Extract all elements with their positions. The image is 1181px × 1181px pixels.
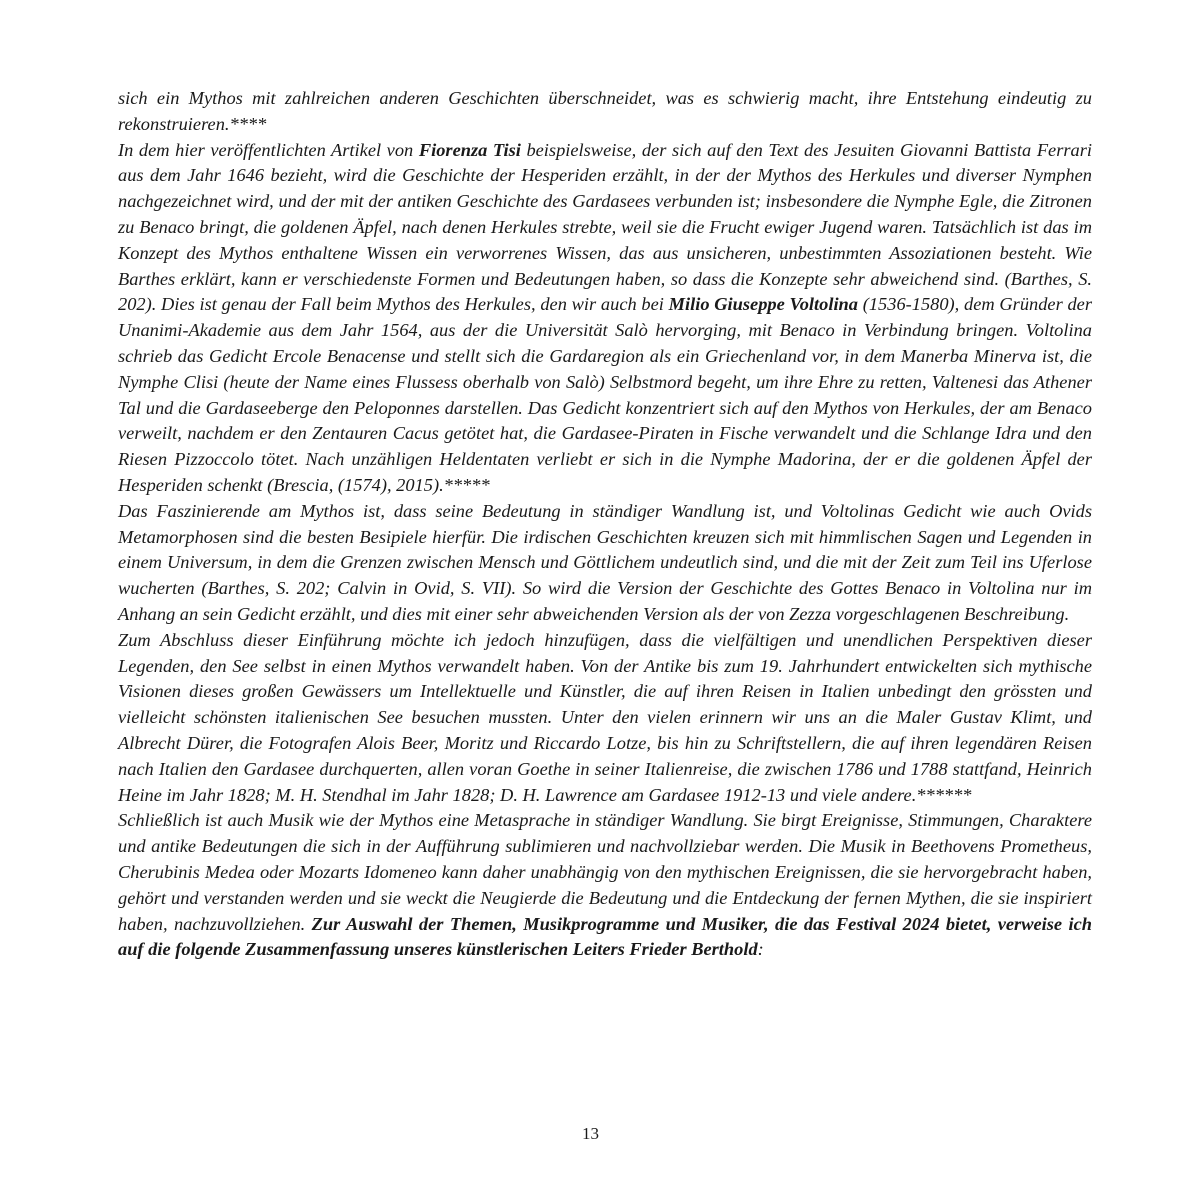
paragraph-4 xyxy=(118,628,1092,809)
author-name-tisi: Fiorenza Tisi xyxy=(418,139,521,160)
paragraph-2-text-2: beispielsweise, der sich auf den Text des Jesuiten Giovanni Battista Ferrari aus dem Jahr 1646 bezieht, wird die Geschichte der Hesperiden erzählt, in der der Mythos des Herkules und diverser Nymphen nachgezeichnet wird, und der mit der antiken Geschichte des Gardasees verbunden ist; insbesondere die Nymphe Egle, die Zitronen zu Benaco bringt, die goldenen Äpfel, nach denen Herkules strebte, weil sie die Frucht ewiger Jugend waren. Tatsächlich ist das im Konzept des Mythos enthaltene Wissen ein verworrenes Wissen, das aus unsicheren, unbestimmten Assoziationen besteht. Wie Barthes erklärt, kann er verschiedenste Formen und Bedeutungen haben, so dass die Konzepte sehr abweichend sind. (Barthes, S. 202). Dies ist genau der Fall beim Mythos des Herkules, den wir auch bei xyxy=(118,139,1092,315)
paragraph-1 xyxy=(118,86,1092,138)
body-text xyxy=(118,86,1092,963)
festival-reference: Zur Auswahl der Themen, Musikprogramme und Musiker, die das Festival 2024 bietet, verweise ich auf die folgende Zusammenfassung unseres künstlerischen Leiters Frieder Berthold xyxy=(118,913,1092,960)
paragraph-5 xyxy=(118,808,1092,963)
author-name-voltolina: Milio Giuseppe Voltolina xyxy=(668,294,858,315)
paragraph-2-text-1: In dem hier veröffentlichten Artikel von xyxy=(118,139,419,160)
page-number: 13 xyxy=(582,1124,599,1143)
paragraph-1-text: sich ein Mythos mit zahlreichen anderen Geschichten überschneidet, was es schwierig macht, ihre Entstehung eindeutig zu rekonstruieren.**** xyxy=(118,88,1092,134)
paragraph-3 xyxy=(118,499,1092,628)
paragraph-4-text: Zum Abschluss dieser Einführung möchte ich jedoch hinzufügen, dass die vielfältigen und unendlichen Perspektiven dieser Legenden, den See selbst in einen Mythos verwandelt haben. Von der Antike bis zum 19. Jahrhundert entwickelten sich mythische Visionen dieses großen Gewässers um Intellektuelle und Künstler, die auf ihren Reisen in Italien unbedingt den grössten und vielleicht schönsten italienischen See besuchen mussten. Unter den vielen erinnern wir uns an die Maler Gustav Klimt, und Albrecht Dürer, die Fotografen Alois Beer, Moritz und Riccardo Lotze, bis hin zu Schriftstellern, die auf ihren legendären Reisen nach Italien den Gardasee durchquerten, allen voran Goethe in seiner Italienreise, die zwischen 1786 und 1788 stattfand, Heinrich Heine im Jahr 1828; M. H. Stendhal im Jahr 1828; D. H. Lawrence am Gardasee 1912-13 und viele andere.****** xyxy=(118,629,1092,805)
paragraph-3-text: Das Faszinierende am Mythos ist, dass seine Bedeutung in ständiger Wandlung ist, und Voltolinas Gedicht wie auch Ovids Metamorphosen sind die besten Besipiele hierfür. Die irdischen Geschichten kreuzen sich mit himmlischen Sagen und Legenden in einem Universum, in dem die Grenzen zwischen Mensch und Göttlichem undeutlich sind, und die mit der Zeit zum Teil ins Uferlose wucherten (Barthes, S. 202; Calvin in Ovid, S. VII). So wird die Version der Geschichte des Gottes Benaco in Voltolina nur im Anhang an sein Gedicht erzählt, und dies mit einer sehr abweichenden Version als der von Zezza vorgeschlagenen Beschreibung. xyxy=(118,500,1092,624)
paragraph-5-text-1: Schließlich ist auch Musik wie der Mythos eine Metasprache in ständiger Wandlung. Sie birgt Ereignisse, Stimmungen, Charaktere und antike Bedeutungen die sich in der Aufführung sublimieren und nachvollziebar werden. Die Musik in Beethovens Prometheus, Cherubinis Medea oder Mozarts Idomeneo kann daher unabhängig von den mythischen Ereignissen, die sie hervorgebracht haben, gehört und verstanden werden und sie weckt die Neugierde die Bedeutung und die Entdeckung der fernen Mythen, die sie inspiriert haben, nachzuvollziehen. xyxy=(118,810,1092,934)
paragraph-2-text-3: (1536-1580), dem Gründer der Unanimi-Akademie aus dem Jahr 1564, aus der die Universität Salò hervorging, mit Benaco in Verbindung bringen. Voltolina schrieb das Gedicht Ercole Benacense und stellt sich die Gardaregion als ein Griechenland vor, in dem Manerba Minerva ist, die Nymphe Clisi (heute der Name eines Flussess oberhalb von Salò) Selbstmord begeht, um ihre Ehre zu retten, Valtenesi das Athener Tal und die Gardaseeberge den Peloponnes darstellen. Das Gedicht konzentriert sich auf den Mythos von Herkules, der am Benaco verweilt, nachdem er den Zentauren Cacus getötet hat, die Gardasee-Piraten in Fische verwandelt und die Schlange Idra und den Riesen Pizzoccolo tötet. Nach unzähligen Heldentaten verliebt er sich in die Nymphe Madorina, der er die goldenen Äpfel der Hesperiden schenkt (Brescia, (1574), 2015).***** xyxy=(118,294,1092,495)
paragraph-2 xyxy=(118,138,1092,499)
paragraph-5-text-2: : xyxy=(757,939,764,960)
